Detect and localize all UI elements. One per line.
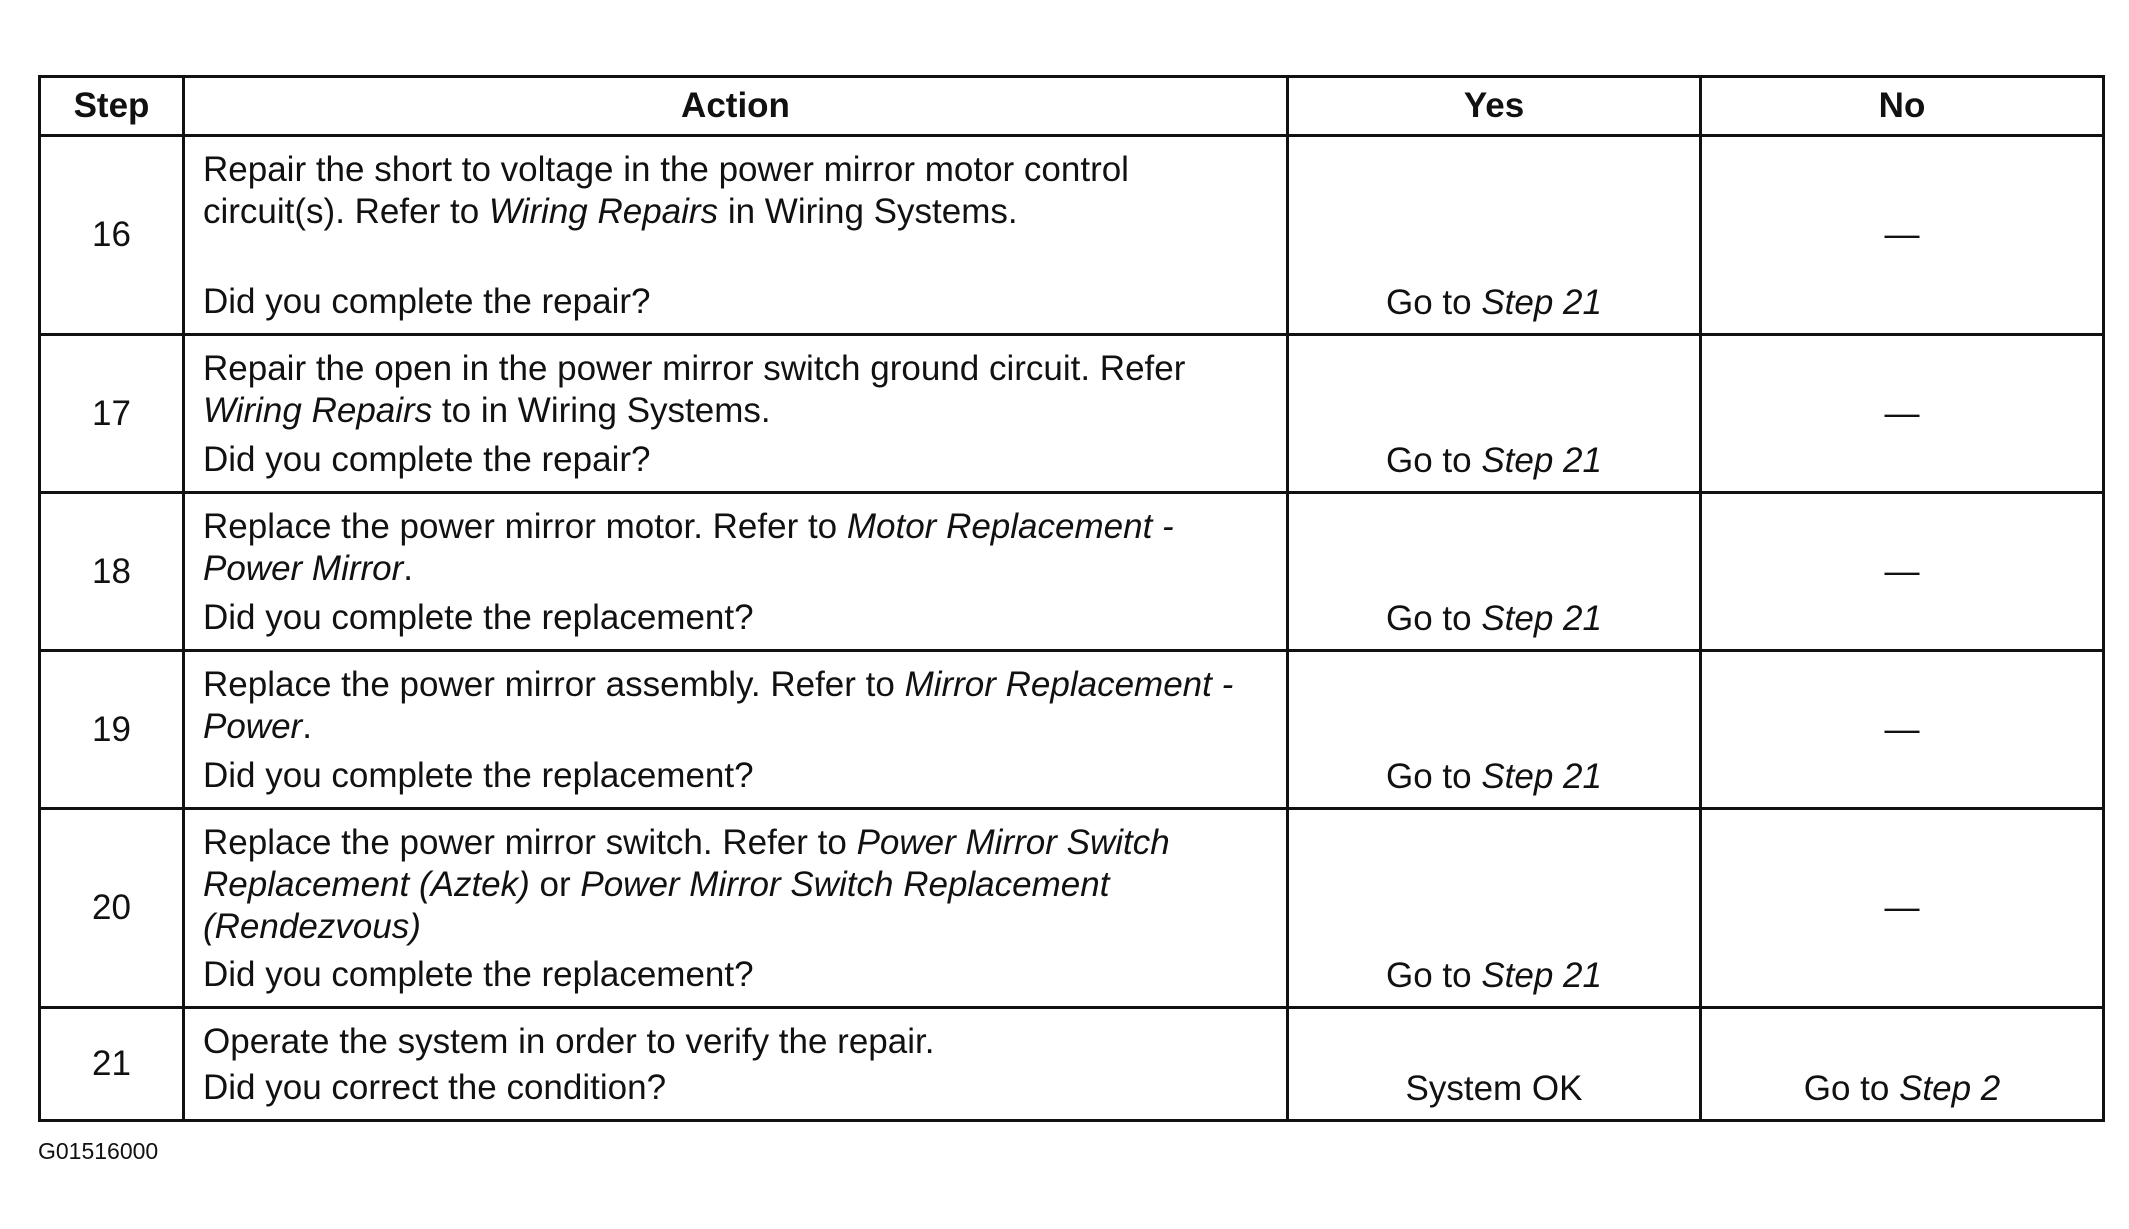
reference-link[interactable]: Wiring Repairs (488, 192, 719, 231)
action-cell (184, 136, 1288, 335)
step-link[interactable]: Step 2 (1899, 1069, 2001, 1108)
step-number: 18 (40, 493, 184, 651)
no-answer: — (1884, 215, 1920, 254)
action-text: Repair the short to voltage in the power mirror motor control circuit(s). Refer to (203, 150, 1129, 231)
header-row (40, 77, 2104, 136)
yes-cell (1288, 335, 1701, 493)
yes-prefix: Go to (1386, 757, 1482, 796)
step-number: 19 (40, 651, 184, 809)
action-text: or (529, 865, 581, 904)
no-answer: — (1884, 551, 1920, 591)
action-cell (184, 335, 1288, 493)
yes-prefix: Go to (1386, 599, 1482, 638)
action-instruction (203, 348, 1268, 432)
action-instruction (203, 822, 1268, 948)
yes-answer: System OK (1405, 1069, 1583, 1108)
action-cell (184, 651, 1288, 809)
yes-answer (1299, 283, 1689, 323)
action-cell (184, 493, 1288, 651)
table-row (40, 136, 2104, 335)
no-answer: — (1884, 888, 1920, 927)
table-row (40, 809, 2104, 1008)
action-text: . (302, 707, 312, 746)
reference-link[interactable]: Power Mirror Switch Replacement (Aztek) (203, 823, 1170, 904)
action-text: . (403, 549, 414, 588)
action-question: Did you correct the condition? (203, 1068, 667, 1107)
no-cell (1701, 335, 2104, 493)
no-prefix: Go to (1803, 1069, 1900, 1108)
yes-cell (1288, 809, 1701, 1008)
reference-link[interactable]: Mirror Replacement - Power (203, 665, 1234, 746)
action-text: Repair the open in the power mirror switch ground circuit. Refer (203, 349, 1186, 388)
yes-prefix: Go to (1386, 441, 1482, 480)
reference-link[interactable]: Power Mirror Switch Replacement (Rendezvous) (203, 865, 1110, 946)
yes-prefix: Go to (1386, 283, 1482, 322)
step-link[interactable]: Step 21 (1481, 599, 1602, 638)
yes-prefix: Go to (1386, 956, 1482, 995)
no-answer (1712, 1069, 2092, 1109)
yes-cell (1288, 493, 1701, 651)
action-text: Replace the power mirror assembly. Refer to (203, 665, 905, 704)
yes-cell (1288, 651, 1701, 809)
action-instruction (203, 149, 1268, 233)
header-no: No (1701, 77, 2104, 136)
table-row (40, 493, 2104, 651)
action-text: to in Wiring Systems. (432, 391, 771, 430)
no-cell (1701, 651, 2104, 809)
step-link[interactable]: Step 21 (1481, 757, 1602, 796)
yes-answer (1299, 599, 1689, 639)
header-step: Step (40, 77, 184, 136)
table-row (40, 651, 2104, 809)
yes-answer (1299, 956, 1689, 996)
step-number: 17 (40, 335, 184, 493)
no-cell (1701, 136, 2104, 335)
no-answer: — (1884, 393, 1920, 433)
table-row (40, 1008, 2104, 1121)
action-question: Did you complete the replacement? (203, 598, 754, 637)
action-instruction (203, 1021, 1268, 1063)
action-cell (184, 1008, 1288, 1121)
no-cell (1701, 493, 2104, 651)
action-text: Operate the system in order to verify the repair. (203, 1022, 935, 1061)
no-answer: — (1884, 709, 1920, 749)
step-number: 16 (40, 136, 184, 335)
action-text: in Wiring Systems. (718, 192, 1018, 231)
action-instruction (203, 664, 1268, 748)
action-instruction (203, 506, 1268, 590)
action-question: Did you complete the repair? (203, 440, 651, 479)
header-action: Action (184, 77, 1288, 136)
reference-link[interactable]: Wiring Repairs (203, 391, 433, 430)
diagnostic-table (38, 75, 2105, 1122)
figure-id: G01516000 (38, 1138, 159, 1164)
step-number: 21 (40, 1008, 184, 1121)
yes-cell (1288, 136, 1701, 335)
table-row (40, 335, 2104, 493)
step-link[interactable]: Step 21 (1481, 283, 1602, 322)
reference-link[interactable]: Motor Replacement - Power Mirror (203, 507, 1174, 588)
action-text: Replace the power mirror switch. Refer to (203, 823, 857, 862)
action-question: Did you complete the repair? (203, 282, 651, 321)
yes-answer (1299, 757, 1689, 797)
action-question: Did you complete the replacement? (203, 756, 754, 795)
action-text: Replace the power mirror motor. Refer to (203, 507, 847, 546)
step-link[interactable]: Step 21 (1481, 441, 1602, 480)
header-yes: Yes (1288, 77, 1701, 136)
no-cell (1701, 809, 2104, 1008)
yes-cell (1288, 1008, 1701, 1121)
step-link[interactable]: Step 21 (1481, 956, 1602, 995)
action-question: Did you complete the replacement? (203, 955, 754, 994)
step-number: 20 (40, 809, 184, 1008)
no-cell (1701, 1008, 2104, 1121)
yes-answer (1299, 441, 1689, 481)
action-cell (184, 809, 1288, 1008)
